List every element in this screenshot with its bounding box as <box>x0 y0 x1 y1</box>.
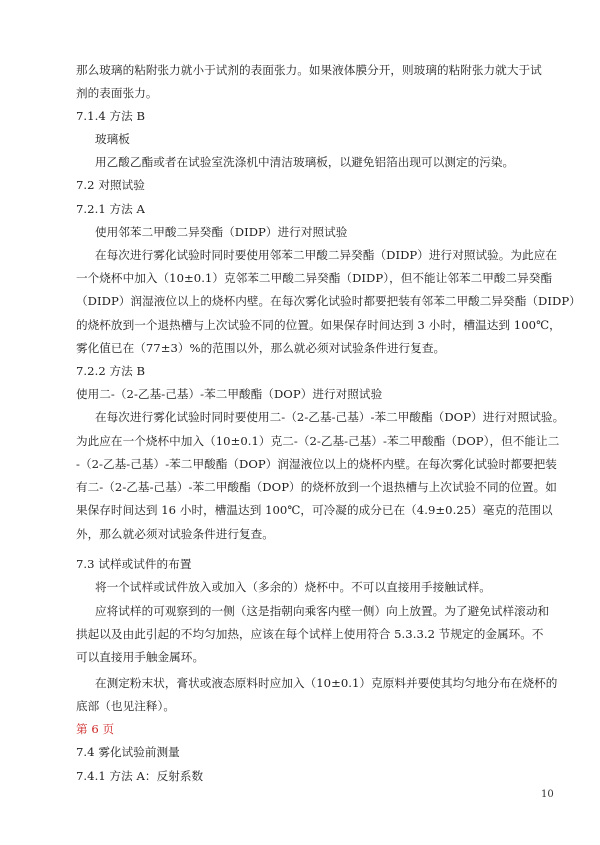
section-heading: 7.3 试样或试件的布置 <box>76 557 192 571</box>
text-line: 为此应在一个烧杯中加入（10±0.1）克二-（2-乙基-己基）-苯二甲酸酯（DOP），但不能让二 <box>76 434 560 448</box>
text-line: 底部（也见注释）。 <box>76 699 175 713</box>
text-line: 玻璃板 <box>95 132 130 146</box>
page-marker: 第 6 页 <box>76 722 115 736</box>
section-heading: 7.1.4 方法 B <box>76 109 146 123</box>
text-line: 应将试样的可观察到的一侧（这是指朝向乘客内壁一侧）向上放置。为了避免试样滚动和 <box>95 604 550 618</box>
section-heading: 7.4.1 方法 A：反射系数 <box>76 769 204 783</box>
page-number: 10 <box>541 789 554 800</box>
text-line: 那么玻璃的粘附张力就小于试剂的表面张力。如果液体膜分开，则玻璃的粘附张力就大于试 <box>76 63 542 77</box>
text-line: 有二-（2-乙基-己基）-苯二甲酸酯（DOP）的烧杯放到一个退热槽与上次试验不同的位置。如 <box>76 480 557 494</box>
text-line: 可以直接用手触金属环。 <box>76 650 205 664</box>
text-line: 的烧杯放到一个退热槽与上次试验不同的位置。如果保存时间达到 3 小时，槽温达到 100℃， <box>76 318 561 332</box>
text-line: 将一个试样或试件放入或加入（多余的）烧杯中。不可以直接用手接触试样。 <box>95 580 491 594</box>
text-line: （DIDP）润湿液位以上的烧杯内壁。在每次雾化试验时都要把装有邻苯二甲酸二异癸酯（DIDP） <box>76 294 581 308</box>
section-heading: 7.4 雾化试验前测量 <box>76 745 180 759</box>
text-line: -（2-乙基-己基）-苯二甲酸酯（DOP）润湿液位以上的烧杯内壁。在每次雾化试验时都要把装 <box>76 457 557 471</box>
text-line: 使用二-（2-乙基-己基）-苯二甲酸酯（DOP）进行对照试验 <box>76 387 383 401</box>
text-line: 在每次进行雾化试验时同时要使用邻苯二甲酸二异癸酯（DIDP）进行对照试验。为此应在 <box>95 248 557 262</box>
text-line: 果保存时间达到 16 小时，槽温达到 100℃，可冷凝的成分已在（4.9±0.25）毫克的范围以 <box>76 503 553 517</box>
text-line: 在测定粉末状，膏状或液态原料时应加入（10±0.1）克原料并要使其均匀地分布在烧杯的 <box>95 676 558 690</box>
section-heading: 7.2 对照试验 <box>76 178 145 192</box>
text-line: 外，那么就必须对试验条件进行复查。 <box>76 527 274 541</box>
text-line: 在每次进行雾化试验时同时要使用二-（2-乙基-己基）-苯二甲酸酯（DOP）进行对照试验。 <box>95 410 565 424</box>
text-line: 剂的表面张力。 <box>76 86 158 100</box>
text-line: 雾化值已在（77±3）%的范围以外，那么就必须对试验条件进行复查。 <box>76 341 446 355</box>
text-line: 用乙酸乙酯或者在试验室洗涤机中清洁玻璃板，以避免铝箔出现可以测定的污染。 <box>95 155 515 169</box>
section-heading: 7.2.1 方法 A <box>76 202 145 216</box>
text-line: 一个烧杯中加入（10±0.1）克邻苯二甲酸二异癸酯（DIDP），但不能让邻苯二甲酸二异癸酯 <box>76 271 553 285</box>
text-line: 使用邻苯二甲酸二异癸酯（DIDP）进行对照试验 <box>95 225 348 239</box>
section-heading: 7.2.2 方法 B <box>76 364 146 378</box>
text-line: 拱起以及由此引起的不均匀加热，应该在每个试样上使用符合 5.3.3.2 节规定的金属环。不 <box>76 627 544 641</box>
